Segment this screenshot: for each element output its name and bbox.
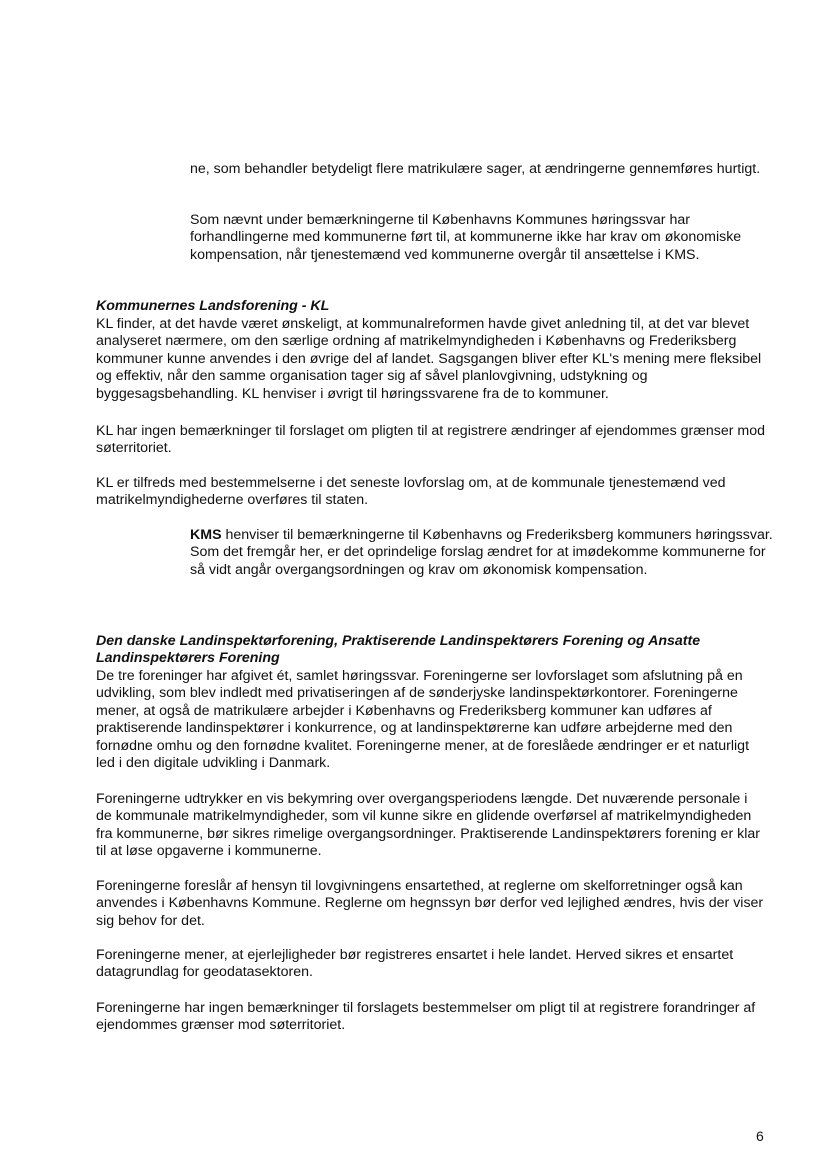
kms-response-text: henviser til bemærkningerne til Københavns og Frederiksberg kommuners høringssvar. Som det fremgår her, er det oprindelige forslag ændret for at imødekomme kommunerne for så vidt angår overgangsordningen og krav om økonomisk kompensation. xyxy=(190,527,773,578)
section-heading-kl: Kommunernes Landsforening - KL xyxy=(96,298,330,314)
page-number: 6 xyxy=(756,1128,764,1144)
paragraph-landinspektoer-5: Foreningerne har ingen bemærkninger til forslagets bestemmelser om pligt til at registrere forandringer af ejendommes grænser mod søterritoriet. xyxy=(96,1000,756,1034)
paragraph-kl-1: KL finder, at det havde været ønskeligt, at kommunalreformen havde givet anledning til, at det var blevet analyseret nærmere, om den særlige ordning af matrikelmyndigheden i Københavns og Frederiksberg kommuner kunne anvendes i den øvrige del af landet. Sagsgangen bliver efter KL's mening mere fleksibel og effektiv, når den samme organisation tager sig af såvel planlovgivning, udstykning og byggesagsbehandling. KL henviser i øvrigt til høringssvarene fra de to kommuner. xyxy=(96,316,762,402)
paragraph-landinspektoer-1: De tre foreninger har afgivet ét, samlet høringssvar. Foreningerne ser lovforslaget som afslutning på en udvikling, som blev indledt med privatiseringen af de sønderjyske landinspektørkontorer. Foreningerne mener, at også de matrikulære arbejder i Københavns og Frederiksberg kommuner kan udføres af praktiserende landinspektører i konkurrence, og at landinspektørerne kan udføre arbejderne med den fornødne omhu og den fornødne kvalitet. Foreningerne mener, at de foreslåede ændringer er et naturligt led i den digitale udvikling i Danmark. xyxy=(96,668,750,772)
paragraph-landinspektoer-4: Foreningerne mener, at ejerlejligheder bør registreres ensartet i hele landet. Herved sikres et ensartet datagrundlag for geodatasektoren. xyxy=(96,947,734,981)
paragraph-kl-2: KL har ingen bemærkninger til forslaget om pligten til at registrere ændringer af ejendommes grænser mod søterritoriet. xyxy=(96,423,765,457)
section-heading-landinspektoer: Den danske Landinspektørforening, Praktiserende Landinspektørers Forening og Ansatte Landinspektørers Forening xyxy=(96,633,701,667)
paragraph-intro-compensation: Som nævnt under bemærkningerne til Københavns Kommunes høringssvar har forhandlingerne med kommunerne ført til, at kommunerne ikke har krav om økonomiske kompensation, når tjenestemænd ved kommunerne overgår til ansættelse i KMS. xyxy=(190,212,742,263)
paragraph-kms-response xyxy=(190,527,775,579)
paragraph-intro-continuation: ne, som behandler betydeligt flere matrikulære sager, at ændringerne gennemføres hurtigt. xyxy=(190,161,761,177)
kms-label: KMS xyxy=(190,527,222,543)
paragraph-landinspektoer-2: Foreningerne udtrykker en vis bekymring over overgangsperiodens længde. Det nuværende personale i de kommunale matrikelmyndigheder, som vil kunne sikre en glidende overførsel af matrikelmyndigheden fra kommunerne, bør sikres rimelige overgangsordninger. Praktiserende Landinspektørers forening er klar til at løse opgaverne i kommunerne. xyxy=(96,791,760,860)
paragraph-kl-3: KL er tilfreds med bestemmelserne i det seneste lovforslag om, at de kommunale tjenestemænd ved matrikelmyndighederne overføres til staten. xyxy=(96,475,726,509)
paragraph-landinspektoer-3: Foreningerne foreslår af hensyn til lovgivningens ensartethed, at reglerne om skelforretninger også kan anvendes i Københavns Kommune. Reglerne om hegnssyn bør derfor ved lejlighed ændres, hvis der viser sig behov for det. xyxy=(96,878,764,929)
